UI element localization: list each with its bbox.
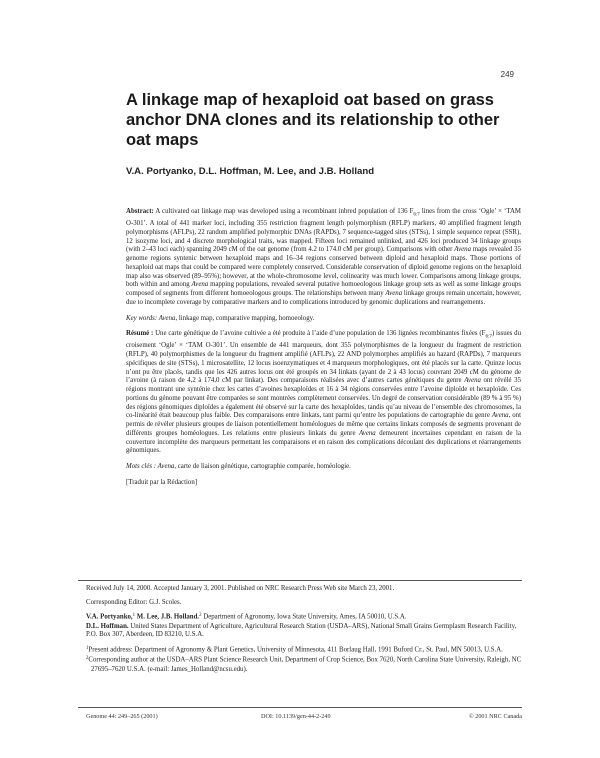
footnote-2: [86, 655, 522, 674]
abstract-text: mapping populations, revealed several putative homoeologous linkage group sets as well as some linkage groups composed of segments from different homoeologous groups. The relationships between many: [126, 281, 521, 298]
affiliation-1-names: M. Lee, J.B. Holland.: [135, 614, 200, 621]
abstract-text: linkage groups remain uncertain, however, due to incomplete coverage by comparative markers and to complications introduced by genomic duplications and rearrangements.: [126, 290, 521, 306]
mots-cles-italic: Avena: [156, 463, 175, 471]
footnote-divider: [78, 580, 522, 581]
footnote-2-sup: 2: [86, 656, 89, 662]
mots-cles-label: Mots clés :: [126, 463, 157, 471]
mots-cles-text: , carte de liaison génétique, cartographie comparée, homéologie.: [174, 463, 351, 471]
footer-divider: [78, 707, 522, 708]
footnote-1-sup: 1: [86, 646, 89, 652]
affiliation-2: [86, 623, 522, 640]
resume-text: ont révélé 35 régions montrant une synténie chez les cartes d’avoines hexaploïdes et 16 à 34 régions conservées entre l’avoine diploïde et hexaploïde. Ces portions du génome pouvant être comparées se sont montrées complètement conservées. Un degré de conservation considérable (89 % à 95 %) des régions génomiques diploïdes a également été observé sur la carte des hexaploïdes, tandis qu’au niveau de l’ensemble des chromosomes, la co-linéarité était beaucoup plus faible. Des comparaisons entre linkats, tant parmi qu’entre les populations de cartographie du genre: [126, 377, 521, 420]
article-title: A linkage map of hexaploid oat based on grass anchor DNA clones and its relationship to other oat maps: [126, 91, 500, 149]
footnote-1: [86, 645, 522, 655]
abstract-italic: Avena: [454, 246, 472, 254]
resume-text: ) issues du croisement ‘Ogle’ × ‘TAM O-301’. Un ensemble de 441 marqueurs, dont 355 polymorphismes de la longueur du fragment de restriction (RFLP), 40 polymorphismes de la longueur du fragment amplifié (AFLPs), 22 AND polymorphes amplifiés au hazard (RAPDs), 7 marqueurs spécifiques de site (STSs), 1 microsatellite, 12 locus isoenzymatiques et 4 marqueurs morphologiques, ont été placés sur la carte. Quinze locus n’ont pu être placés, tandis que les 426 autres locus ont été groupés en 34 linkats (ayant de 2 à 43 locus) couvrant 2049 cM du génome de l’avoine (à raison de 4,2 à 174,0 cM par linkat). Des comparaisons réalisées avec d’autres cartes génétiques du genre: [126, 330, 521, 385]
translation-note: [Traduit par la Rédaction]: [126, 478, 198, 486]
keywords-text: , linkage map, comparative mapping, homoeology.: [175, 314, 315, 322]
affiliation-1-names: V.A. Portyanko,: [86, 614, 133, 621]
abstract-subscript: 6:7: [413, 212, 420, 218]
page-number: 249: [500, 70, 514, 79]
journal-citation: Genome 44: 249–265 (2001): [86, 713, 158, 720]
resume-italic: Avena: [358, 429, 376, 437]
abstract-block: [126, 208, 521, 488]
footnotes: [86, 585, 522, 674]
abstract-text: A cultivated oat linkage map was developed using a recombinant inbred population of 136 F: [153, 208, 414, 215]
abstract-italic: Avena: [191, 281, 209, 289]
footnote-1-text: Present address: Department of Agronomy & Plant Genetics, University of Minnesota, 411 Borlaug Hall, 1991 Buford Cr., St. Paul, MN 50013, U.S.A.: [88, 646, 503, 654]
resume-label: Résumé :: [126, 330, 154, 338]
abstract-text: lines from the cross ‘Ogle’ × ‘TAM O-301’. A total of 441 marker loci, including 355 restriction fragment length polymorphism (RFLP) markers, 40 amplified fragment length polymorphisms (AFLPs), 22 random amplified polymorphic DNAs (RAPDs), 7 sequence-tagged sites (STSs), 1 simple sequence repeat (SSR), 12 isozyme loci, and 4 discrete morphological traits, was mapped. Fifteen loci remained unlinked, and 426 loci produced 34 linkage groups (with 2–43 loci each) spanning 2049 cM of the oat genome (from 4.2 to 174.0 cM per group). Comparisons with other: [126, 208, 521, 254]
keywords-italic: Avena: [157, 314, 176, 322]
author-list: V.A. Portyanko, D.L. Hoffman, M. Lee, and J.B. Holland: [126, 166, 375, 177]
resume-paragraph: [126, 330, 521, 456]
received-line: Received July 14, 2000. Accepted January 3, 2001. Published on NRC Research Press Web site March 23, 2001.: [86, 585, 395, 592]
keywords-line: [126, 315, 521, 324]
abstract-paragraph: [126, 208, 521, 308]
abstract-text: maps revealed 35 genome regions syntenic between hexaploid maps and 16–34 regions conserved between diploid and hexaploid maps. Those portions of hexaploid oat maps that could be compared were completely conserved. Considerable conservation of diploid genome regions on the hexaploid map also was observed (89–95%); however, at the whole-chromosome level, colinearity was much lower. Comparisons among linkage groups, both within and among: [126, 246, 521, 289]
copyright-text: © 2001 NRC Canada: [469, 713, 522, 720]
affiliation-2-names: D.L. Hoffman.: [86, 622, 129, 630]
abstract-italic: Avena: [385, 290, 403, 298]
affiliation-2-text: United States Department of Agriculture, Agricultural Research Station (USDA–ARS), National Small Grains Germplasm Research Facility, P.O. Box 307, Aberdeen, ID 83210, U.S.A.: [86, 622, 517, 639]
resume-italic: Avena: [464, 377, 481, 385]
resume-italic: Avena: [491, 412, 509, 420]
resume-subscript: 6:7: [485, 334, 492, 340]
abstract-label: Abstract:: [126, 208, 154, 215]
affiliation-1-text: Department of Agronomy, Iowa State University, Ames, IA 50010, U.S.A.: [201, 614, 407, 621]
affiliation-1-sup: 1: [132, 613, 136, 619]
doi-text: DOI: 10.1139/gen-44-2-249: [261, 713, 331, 720]
mots-cles-line: [126, 463, 521, 472]
corresponding-editor: Corresponding Editor: G.J. Scoles.: [86, 598, 182, 606]
resume-text: , ont permis de révéler plusieurs groupes de liaison potentiellement homéologues de même que certains linkats composés de segments provenant de différents groupes homéologues. Les relations entre plusieurs linkats du genre: [126, 412, 521, 437]
resume-text: demeurent incertaines cependant en raison de la couverture incomplète des marqueurs permettant les comparaisons et en raison des complications découlant des duplications et réarrangements génomiques.: [126, 429, 521, 455]
affiliation-1-sup: 2: [199, 613, 202, 619]
keywords-label: Key words:: [126, 314, 158, 322]
affiliation-1: [86, 612, 522, 622]
resume-text: Une carte génétique de l’avoine cultivée a été produite à l’aide d’une population de 136 lignées recombinantes fixées (F: [153, 330, 486, 338]
footnote-2-text: Corresponding author at the USDA–ARS Plant Science Research Unit, Department of Crop Science, Box 7620, North Carolina State University, Raleigh, NC 27695–7620 U.S.A. (e-mail: James_Holland@ncsu.edu).: [88, 657, 522, 673]
